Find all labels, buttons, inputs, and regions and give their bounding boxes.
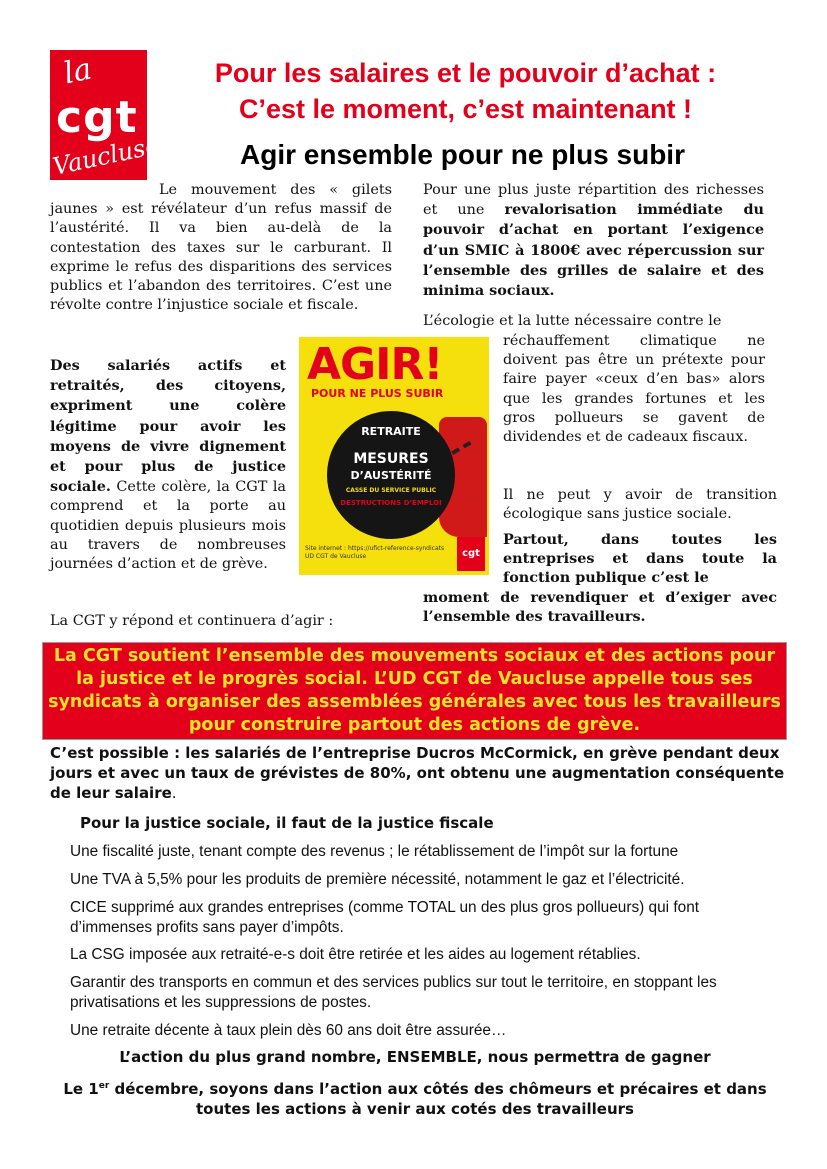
right-paragraph-5: moment de revendiquer et d’exiger avec l’ensemble des travailleurs. <box>423 589 777 626</box>
subtitle: Agir ensemble pour ne plus subir <box>240 139 685 170</box>
right-paragraph-2: réchauffement climatique ne doivent pas être un prétexte pour faire payer «ceux d’en bas» alors que les grandes fortunes et les gros pollueurs se gavent de dividendes et de cadeaux fiscaux. <box>503 333 765 446</box>
demand-item: Une fiscalité juste, tenant compte des revenus ; le rétablissement de l’impôt sur la fortune <box>70 843 679 860</box>
closing-line-1: L’action du plus grand nombre, ENSEMBLE, nous permettra de gagner <box>119 1048 711 1066</box>
right-paragraph-2-first-line: L’écologie et la lutte nécessaire contre le <box>423 313 722 329</box>
closing-line-2-sup: er <box>98 1081 110 1091</box>
demand-item: La CSG imposée aux retraité-e-s doit être retirée et les aides au logement rétablies. <box>70 946 641 963</box>
right-paragraph-4: Partout, dans toutes les entreprises et dans toute la fonction publique c’est le <box>503 531 777 587</box>
left-paragraph-2-bold: Des salariés actifs et retraités, des citoyens, expriment une colère légitime pour avoir les moyens de vivre dignement et pour plus de justice sociale. <box>50 357 286 496</box>
demand-item: Garantir des transports en commun et des services publics sur tout le territoire, en stoppant les privatisations et les suppressions de postes. <box>70 974 717 1011</box>
right-paragraph-1-bold: revalorisation immédiate du pouvoir d’achat en portant l’exigence d’un SMIC à 1800€ avec répercussion sur l’ensemble des grilles de salaire et des minima sociaux. <box>423 201 764 300</box>
agir-poster-image <box>299 337 489 575</box>
title-line-2: C’est le moment, c’est maintenant ! <box>238 94 693 124</box>
closing-line-2 <box>50 1076 780 1119</box>
closing-line-2-pre: Le 1 <box>63 1080 99 1098</box>
left-paragraph-3: La CGT y répond et continuera d’agir : <box>50 613 334 629</box>
ducros-paragraph-end: . <box>171 784 177 802</box>
logo-la: la <box>60 51 95 92</box>
title-line-1: Pour les salaires et le pouvoir d’achat : <box>214 58 717 88</box>
call-to-action-banner <box>42 642 787 740</box>
left-paragraph-1: Le mouvement des « gilets jaunes » est révélateur d’un refus massif de l’austérité. Il va bien au-delà de la contestation des taxes sur le carburant. Il exprime le refus des disparitions des services publics et l’abandon des territoires. C’est une révolte contre l’injustice sociale et fiscale. <box>50 182 392 314</box>
demand-item: Une retraite décente à taux plein dès 60 ans doit être assurée… <box>70 1022 507 1039</box>
right-paragraph-1 <box>423 181 764 301</box>
banner-text: La CGT soutient l’ensemble des mouvements sociaux et des actions pour la justice et le progrès social. L’UD CGT de Vaucluse appelle tous ses syndicats à organiser des assemblées générales avec tous les travailleurs pour construire partout des actions de grève. <box>48 646 781 735</box>
logo-vaucluse: Vaucluse <box>50 131 162 181</box>
cgt-vaucluse-logo <box>50 50 162 181</box>
closing-line-2-post: décembre, soyons dans l’action aux côtés des chômeurs et précaires et dans toutes les actions à venir aux cotés des travailleurs <box>109 1080 767 1118</box>
poster-ball-line: CASSE DU SERVICE PUBLIC <box>345 487 437 494</box>
right-paragraph-3: Il ne peut y avoir de transition écologique sans justice sociale. <box>503 487 777 523</box>
demand-item: CICE supprimé aux grandes entreprises (comme TOTAL un des plus gros pollueurs) qui font d’immenses profits sans payer d’impôts. <box>70 899 700 936</box>
logo-cgt: cgt <box>56 92 138 143</box>
left-paragraph-2-normal: Cette colère, la CGT la comprend et la porte au quotidien depuis plusieurs mois au travers de nombreuses journées d’action et de grève. <box>50 479 286 573</box>
poster-ball <box>327 411 455 539</box>
fiscal-justice-heading: Pour la justice sociale, il faut de la justice fiscale <box>80 814 494 832</box>
ducros-paragraph-bold: C’est possible : les salariés de l’entreprise Ducros McCormick, en grève pendant deux jours et avec un taux de grévistes de 80%, ont obtenu une augmentation conséquente de leur salaire <box>50 744 785 802</box>
right-paragraph-1-normal: Pour une plus juste répartition des richesses et une <box>423 182 764 219</box>
poster-ball-line: MESURES <box>353 451 429 467</box>
ducros-paragraph <box>50 743 790 803</box>
poster-footer: Site internet : https://ufict-reference-syndicats UD CGT de Vaucluse <box>305 545 445 560</box>
left-paragraph-2 <box>50 356 286 574</box>
poster-subheadline: POUR NE PLUS SUBIR <box>311 387 444 400</box>
poster-ball-line: DESTRUCTIONS D’EMPLOI <box>340 499 442 507</box>
demand-item: Une TVA à 5,5% pour les produits de première nécessité, notamment le gaz et l’électricité. <box>70 871 685 888</box>
poster-ball-line: RETRAITE <box>361 425 421 438</box>
poster-headline: AGIR! <box>307 339 443 390</box>
poster-cgt-logo: cgt <box>457 537 485 571</box>
poster-ball-line: D’AUSTÉRITÉ <box>350 469 432 482</box>
